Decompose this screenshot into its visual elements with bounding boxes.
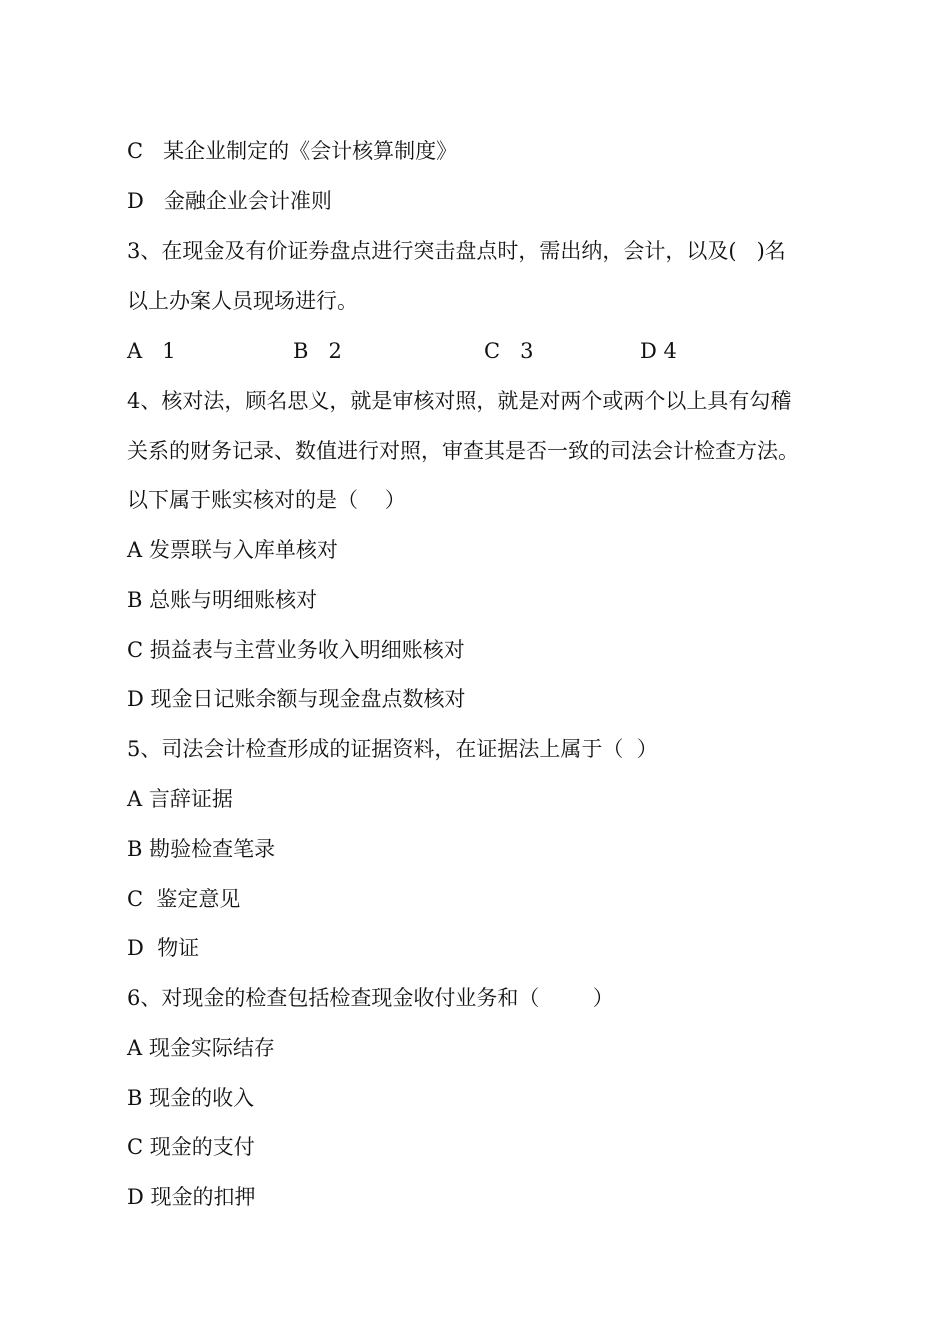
option-d-q6: D 现金的扣押 [127, 1185, 256, 1209]
question-4-line-2: 关系的财务记录、数值进行对照，审查其是否一致的司法会计检查方法。 [127, 439, 799, 463]
question-3-options [127, 336, 827, 366]
option-d-q5: D 物证 [127, 936, 200, 960]
option-c-q6: C 现金的支付 [127, 1135, 255, 1159]
option-d-q2: D 金融企业会计准则 [127, 189, 332, 213]
option-d-q4: D 现金日记账余额与现金盘点数核对 [127, 687, 466, 711]
option-b-q6: B 现金的收入 [127, 1086, 255, 1110]
question-3-line-1: 3、在现金及有价证券盘点进行突击盘点时，需出纳，会计，以及( )名 [127, 239, 786, 263]
option-c-q3: C 3 [484, 339, 534, 363]
option-b-q5: B 勘验检查笔录 [127, 837, 276, 861]
question-4-line-1: 4、核对法，顾名思义，就是审核对照，就是对两个或两个以上具有勾稽 [127, 389, 792, 413]
option-a-q4: A 发票联与入库单核对 [127, 538, 338, 562]
question-4-line-3: 以下属于账实核对的是（ ） [127, 488, 406, 512]
option-b-q3: B 2 [293, 339, 342, 363]
question-6: 6、对现金的检查包括检查现金收付业务和（ ） [127, 986, 614, 1010]
option-d-q3: D 4 [640, 339, 677, 363]
option-a-q3: A 1 [127, 339, 176, 363]
option-b-q4: B 总账与明细账核对 [127, 588, 318, 612]
option-a-q6: A 现金实际结存 [127, 1036, 275, 1060]
option-c-q5: C 鉴定意见 [127, 887, 241, 911]
option-c-q4: C 损益表与主营业务收入明细账核对 [127, 638, 465, 662]
question-3-line-2: 以上办案人员现场进行。 [127, 289, 358, 313]
question-5: 5、司法会计检查形成的证据资料，在证据法上属于（ ） [127, 737, 658, 761]
option-c-q2: C 某企业制定的《会计核算制度》 [127, 139, 458, 163]
option-a-q5: A 言辞证据 [127, 787, 233, 811]
